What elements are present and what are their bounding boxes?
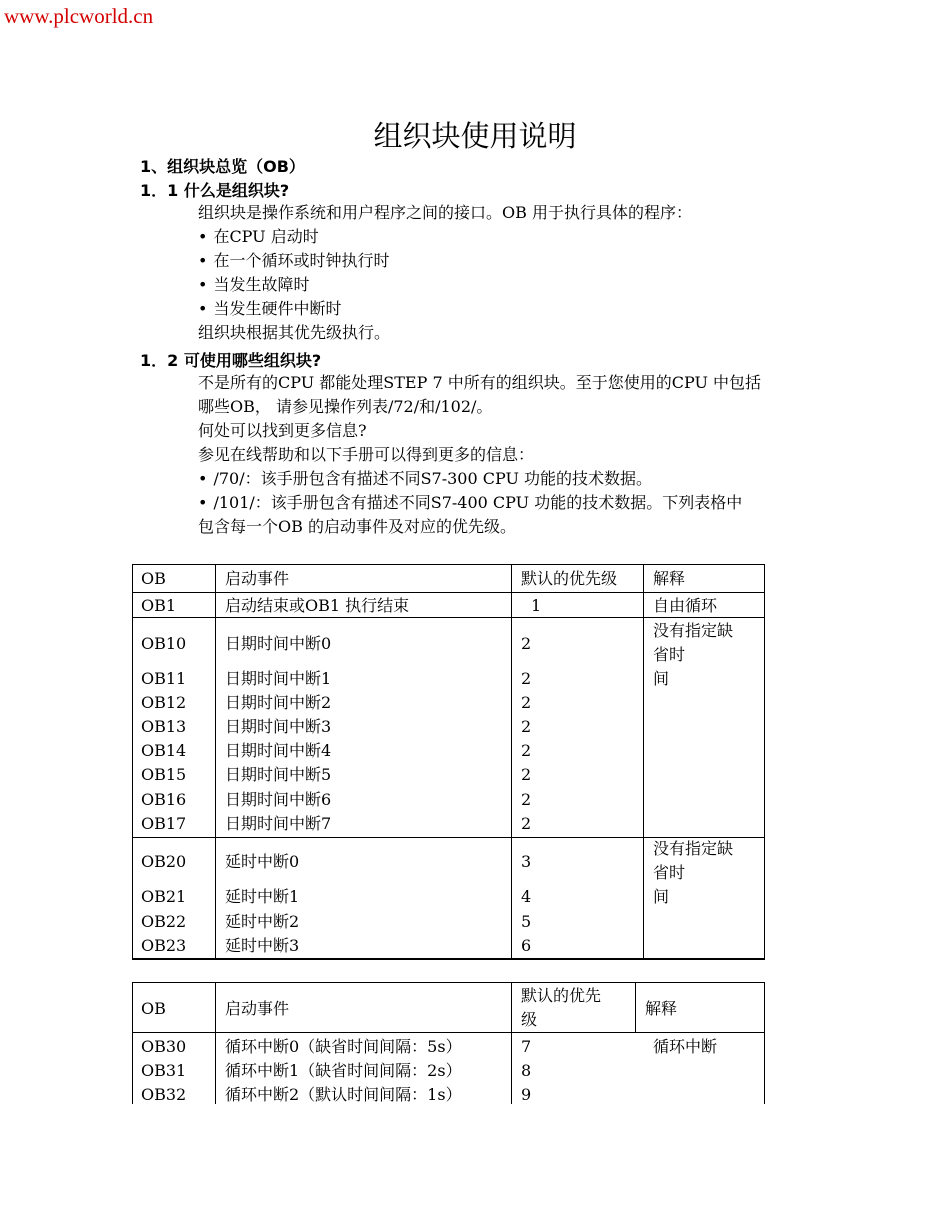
table-cell: 循环中断0（缺省时间间隔：5s）: [225, 1037, 462, 1056]
table-cell: 2: [521, 669, 532, 688]
table-header: 级: [521, 1010, 538, 1029]
page-title: 组织块使用说明: [373, 119, 577, 153]
table-cell: OB31: [141, 1061, 187, 1080]
paragraph: 不是所有的CPU 都能处理STEP 7 中所有的组织块。至于您使用的CPU 中包括: [198, 373, 762, 392]
table-note: 循环中断: [653, 1037, 718, 1056]
paragraph: 哪些OB， 请参见操作列表/72/和/102/。: [198, 397, 493, 416]
table-cell: OB23: [141, 936, 187, 955]
table-header: 解释: [653, 569, 686, 588]
heading-1: 1、组织块总览（OB）: [140, 157, 305, 176]
table-cell: 日期时间中断0: [225, 634, 332, 653]
table-cell: 9: [521, 1085, 532, 1104]
bullet-icon: •: [198, 469, 208, 488]
bullet-icon: •: [198, 227, 208, 246]
paragraph: 组织块是操作系统和用户程序之间的接口。OB 用于执行具体的程序：: [198, 203, 692, 222]
list-item: • 在CPU 启动时: [198, 227, 319, 246]
table-cell: 延时中断0: [225, 852, 300, 871]
table-cell: 5: [521, 912, 532, 931]
table-cell: 延时中断1: [225, 887, 300, 906]
table-cell: OB20: [141, 852, 187, 871]
table-cell: 自由循环: [653, 596, 718, 615]
table-cell: OB17: [141, 814, 187, 833]
table-cell: 4: [521, 887, 532, 906]
table-cell: 2: [521, 765, 532, 784]
list-item: • 当发生硬件中断时: [198, 299, 342, 318]
table-cell: 日期时间中断2: [225, 693, 332, 712]
table-header: 启动事件: [225, 569, 290, 588]
table-note: 间: [653, 887, 670, 906]
table-cell: 2: [521, 717, 532, 736]
table-cell: 循环中断2（默认时间间隔：1s）: [225, 1085, 462, 1104]
bullet-icon: •: [198, 275, 208, 294]
heading-1-2: 1．2 可使用哪些组织块?: [140, 351, 322, 370]
table-header: OB: [141, 569, 166, 588]
table-note: 没有指定缺: [653, 621, 734, 640]
table-cell: 日期时间中断5: [225, 765, 332, 784]
table-header: 默认的优先级: [521, 569, 618, 588]
list-item: • 在一个循环或时钟执行时: [198, 251, 390, 270]
list-item: • /101/：该手册包含有描述不同S7-400 CPU 功能的技术数据。下列表格中: [198, 493, 743, 512]
table-cell: OB10: [141, 634, 187, 653]
table-cell: 日期时间中断4: [225, 741, 332, 760]
paragraph: 包含每一个OB 的启动事件及对应的优先级。: [198, 517, 516, 536]
table-cell: OB14: [141, 741, 187, 760]
table-header: 默认的优先: [521, 986, 602, 1005]
table-cell: 2: [521, 814, 532, 833]
table-cell: OB11: [141, 669, 187, 688]
table-cell: OB13: [141, 717, 187, 736]
table-note: 省时: [653, 863, 686, 882]
table-cell: 循环中断1（缺省时间间隔：2s）: [225, 1061, 462, 1080]
table-cell: OB21: [141, 887, 187, 906]
table-cell: 3: [521, 852, 532, 871]
table-cell: OB15: [141, 765, 187, 784]
ob-table-2: [132, 982, 765, 1104]
table-cell: 延时中断2: [225, 912, 300, 931]
ob-table-1: [132, 564, 765, 960]
paragraph: 组织块根据其优先级执行。: [198, 323, 391, 342]
table-cell: OB16: [141, 790, 187, 809]
table-cell: 7: [521, 1037, 532, 1056]
table-cell: OB1: [141, 596, 177, 615]
table-cell: 延时中断3: [225, 936, 300, 955]
table-cell: OB12: [141, 693, 187, 712]
table-note: 省时: [653, 645, 686, 664]
table-cell: OB30: [141, 1037, 187, 1056]
watermark: www.plcworld.cn: [4, 4, 154, 28]
bullet-icon: •: [198, 493, 208, 512]
bullet-icon: •: [198, 251, 208, 270]
paragraph: 参见在线帮助和以下手册可以得到更多的信息：: [198, 445, 535, 464]
table-note: 没有指定缺: [653, 839, 734, 858]
table-header: 启动事件: [225, 999, 290, 1018]
table-cell: 2: [521, 741, 532, 760]
table-cell: 日期时间中断3: [225, 717, 332, 736]
table-cell: 启动结束或OB1 执行结束: [225, 596, 410, 615]
table-header: OB: [141, 999, 166, 1018]
table-cell: 1: [531, 596, 542, 615]
heading-1-1: 1．1 什么是组织块?: [140, 181, 290, 200]
table-cell: 日期时间中断7: [225, 814, 332, 833]
bullet-icon: •: [198, 299, 208, 318]
table-cell: 2: [521, 634, 532, 653]
table-header: 解释: [645, 999, 678, 1018]
table-cell: OB32: [141, 1085, 187, 1104]
list-item: • /70/：该手册包含有描述不同S7-300 CPU 功能的技术数据。: [198, 469, 653, 488]
table-note: 间: [653, 669, 670, 688]
table-cell: 日期时间中断6: [225, 790, 332, 809]
list-item: • 当发生故障时: [198, 275, 310, 294]
table-cell: 8: [521, 1061, 532, 1080]
table-cell: OB22: [141, 912, 187, 931]
table-cell: 日期时间中断1: [225, 669, 332, 688]
paragraph: 何处可以找到更多信息?: [198, 421, 367, 440]
table-cell: 6: [521, 936, 532, 955]
table-cell: 2: [521, 693, 532, 712]
table-cell: 2: [521, 790, 532, 809]
